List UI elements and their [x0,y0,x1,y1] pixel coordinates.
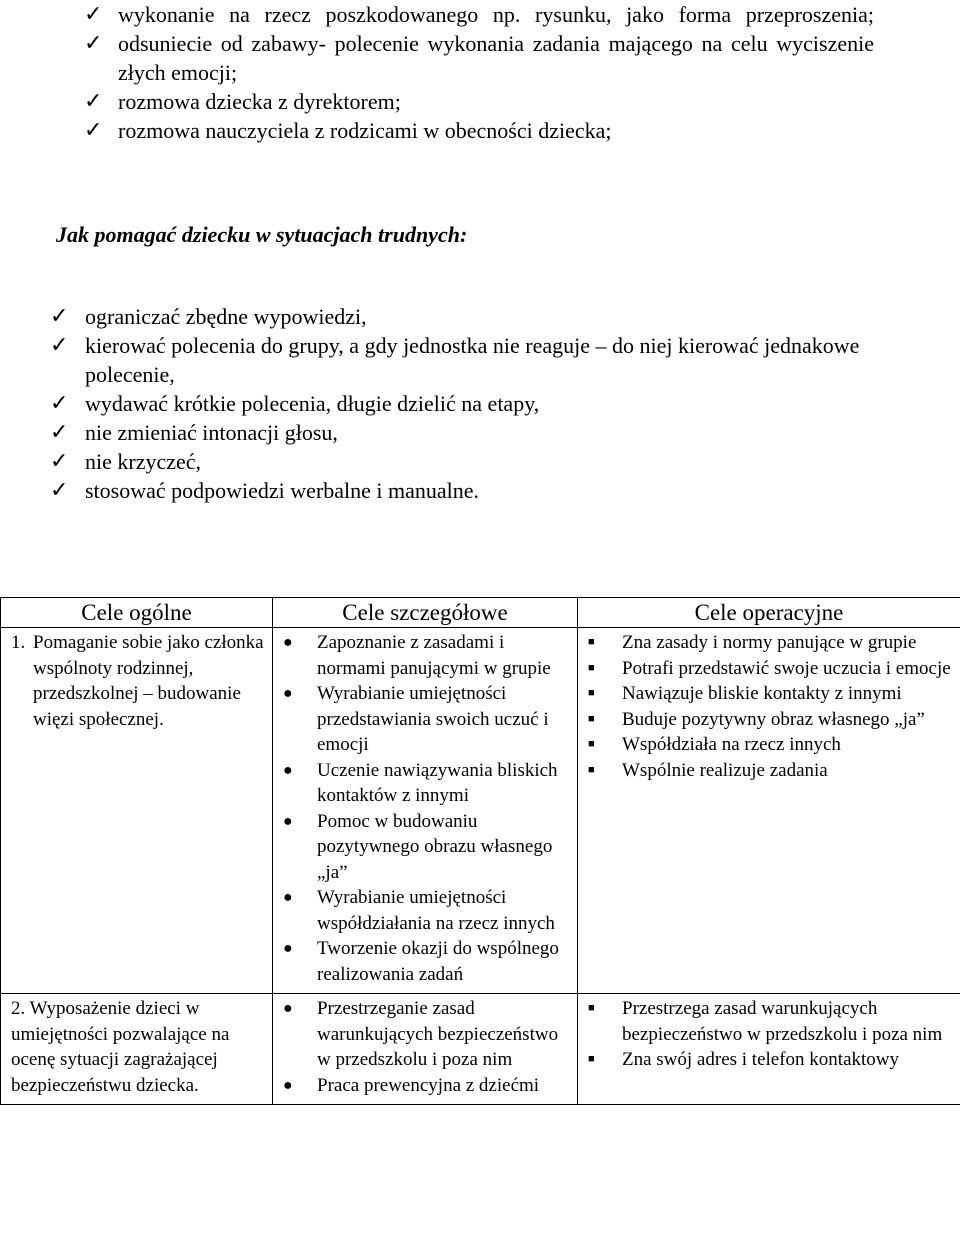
list-item: ● Uczenie nawiązywania bliskich kontaktów z innymi [283,759,558,806]
bullet-icon: ● [283,812,293,830]
table-row [1,628,960,994]
general-goal: 2. Wyposażenie dzieci w umiejętności pozwalające na ocenę sytuacji zagrażającej bezpieczeństwu dziecka. [11,998,230,1096]
checkmark-icon: ✓ [50,391,69,416]
list-item: ✓ ograniczać zbędne wypowiedzi, [50,304,367,329]
list-item: ■ Buduje pozytywny obraz własnego „ja” [582,707,956,733]
specific-goals-list [277,630,573,987]
list-item: ✓ nie krzyczeć, [50,449,202,474]
square-bullet-icon: ■ [588,763,595,776]
checkmark-icon: ✓ [84,2,103,27]
checkmark-icon: ✓ [84,89,103,114]
list-item: ✓ rozmowa nauczyciela z rodzicami w obecności dziecka; [84,118,612,143]
list-item: ■ Zna zasady i normy panujące w grupie [582,630,956,656]
operational-goals-cell [578,628,960,994]
list-item: ✓ kierować polecenia do grupy, a gdy jednostka nie reaguje – do niej kierować jednakowe polecenie, [50,333,860,387]
operational-goals-list [582,996,956,1073]
checkmark-icon: ✓ [50,333,69,358]
list-item: ■ Wspólnie realizuje zadania [582,758,956,784]
list-item: ✓ wydawać krótkie polecenia, długie dzielić na etapy, [50,391,540,416]
operational-goals-list [582,630,956,783]
checkmark-icon: ✓ [50,304,69,329]
checkmark-icon: ✓ [84,31,103,56]
checkmark-icon: ✓ [50,449,69,474]
square-bullet-icon: ■ [588,1053,595,1065]
list-item: ✓ wykonanie na rzecz poszkodowanego np. rysunku, jako forma przeproszenia; [84,2,874,27]
bullet-icon: ● [283,1000,293,1017]
header-general-goals: Cele ogólne [1,598,273,628]
list-item: ● Praca prewencyjna z dziećmi [277,1073,573,1099]
list-item: ● Zapoznanie z zasadami i normami panującymi w grupie [283,632,551,679]
list-item: ● Tworzenie okazji do wspólnego realizowania zadań [283,938,559,985]
square-bullet-icon: ■ [588,738,595,750]
list-item: ✓ rozmowa dziecka z dyrektorem; [84,89,401,114]
square-bullet-icon: ■ [588,687,595,699]
list-item: ✓ stosować podpowiedzi werbalne i manualne. [50,478,480,503]
square-bullet-icon: ■ [588,1002,595,1014]
square-bullet-icon: ■ [588,712,595,725]
bullet-icon: ● [283,634,293,651]
specific-goals-list [277,996,573,1098]
bullet-icon: ● [283,685,293,702]
operational-goals-cell [578,994,960,1105]
specific-goals-cell [273,628,578,994]
section-heading: Jak pomagać dziecku w sytuacjach trudnych: [56,222,468,247]
consequence-list [84,0,874,145]
goals-table [0,597,960,1105]
list-item: ● Wyrabianie umiejętności współdziałania na rzecz innych [283,887,555,934]
table-header-row [1,598,960,628]
list-item: ● Wyrabianie umiejętności przedstawiania swoich uczuć i emocji [283,683,549,755]
header-operational-goals: Cele operacyjne [578,598,960,628]
bullet-icon: ● [283,1076,293,1094]
list-item: ■ Nawiązuje bliskie kontakty z innymi [582,681,956,707]
general-goal-cell [1,628,273,994]
specific-goals-cell [273,994,578,1105]
bullet-icon: ● [283,761,293,779]
list-item: ● Przestrzeganie zasad warunkujących bezpieczeństwo w przedszkolu i poza nim [283,998,559,1070]
help-tips-list [50,302,890,505]
checkmark-icon: ✓ [84,118,103,143]
list-item: ✓ odsuniecie od zabawy- polecenie wykonania zadania mającego na celu wyciszenie złych emocji; [84,31,874,85]
goal-number: 1. [11,632,26,653]
bullet-icon: ● [283,940,293,957]
list-item: ● Pomoc w budowaniu pozytywnego obrazu własnego „ja” [283,810,553,883]
list-item: ✓ nie zmieniać intonacji głosu, [50,420,338,445]
checkmark-icon: ✓ [50,420,69,445]
general-goal: 1. Pomaganie sobie jako członka wspólnoty rodzinnej, przedszkolnej – budowanie więzi społecznej. [11,632,264,730]
square-bullet-icon: ■ [588,636,595,648]
list-item: ■ Współdziała na rzecz innych [582,732,956,758]
table-row [1,994,960,1105]
bullet-icon: ● [283,889,293,906]
general-goal-cell [1,994,273,1105]
list-item: ■ Potrafi przedstawić swoje uczucia i emocje [582,656,956,682]
checkmark-icon: ✓ [50,478,69,503]
list-item: ■ Przestrzega zasad warunkujących bezpieczeństwo w przedszkolu i poza nim [588,998,943,1045]
header-specific-goals: Cele szczegółowe [273,598,578,628]
list-item: ■ Zna swój adres i telefon kontaktowy [582,1047,956,1073]
square-bullet-icon: ■ [588,661,595,674]
